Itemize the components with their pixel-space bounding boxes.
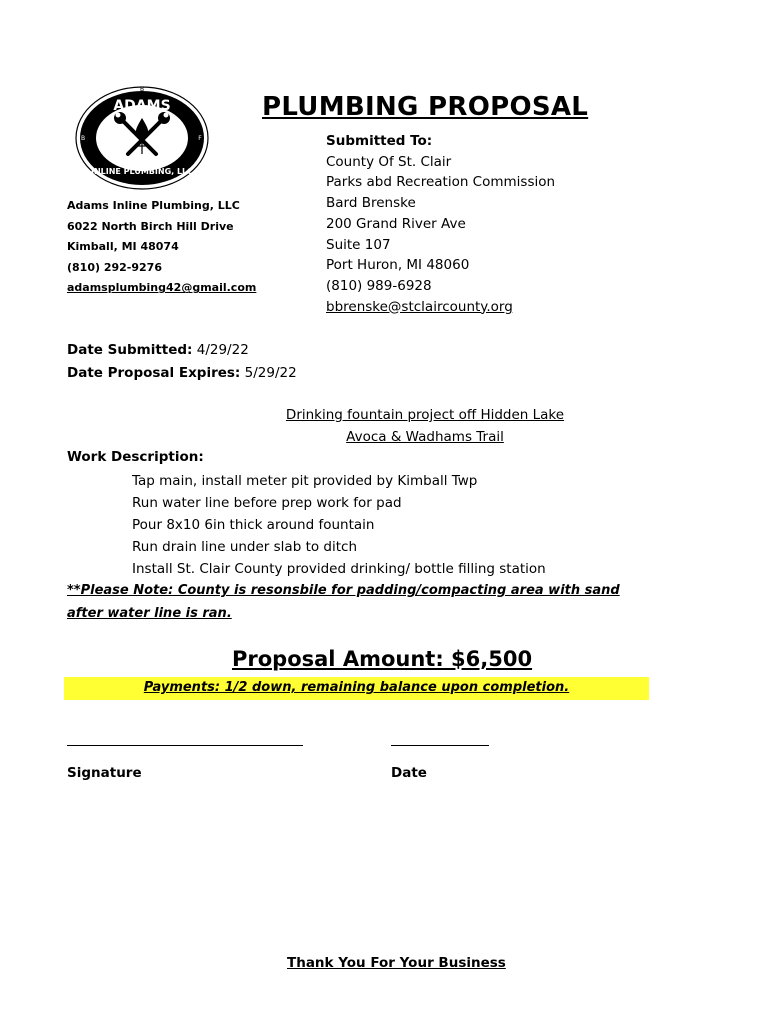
- company-phone: (810) 292-9276: [67, 260, 162, 274]
- project-line: Drinking fountain project off Hidden Lake: [285, 407, 565, 423]
- date-expires-row: [67, 362, 297, 385]
- recipient-line: Suite 107: [326, 236, 391, 253]
- date-expires-label: Date Proposal Expires:: [67, 365, 241, 381]
- company-info: [67, 196, 256, 299]
- signature-line[interactable]: [67, 745, 303, 746]
- date-label: Date: [391, 765, 427, 781]
- work-description-label: Work Description:: [67, 449, 204, 465]
- company-name: Adams Inline Plumbing, LLC: [67, 199, 240, 212]
- company-address: 6022 North Birch Hill Drive: [67, 219, 234, 233]
- proposal-dates: [67, 339, 297, 385]
- logo-compass-e: F: [198, 135, 202, 142]
- recipient-info: [326, 131, 555, 317]
- company-logo: [74, 84, 212, 192]
- date-submitted-value: 4/29/22: [192, 342, 249, 358]
- recipient-line: Bard Brenske: [326, 195, 416, 212]
- recipient-phone: (810) 989-6928: [326, 277, 432, 294]
- payment-terms: Payments: 1/2 down, remaining balance upon completion.: [143, 680, 570, 695]
- recipient-line: Port Huron, MI 48060: [326, 257, 470, 274]
- company-city: Kimball, MI 48074: [67, 240, 179, 254]
- logo-compass-n: B: [139, 86, 145, 93]
- work-item: Tap main, install meter pit provided by Kimball Twp: [132, 473, 478, 489]
- project-line: Avoca & Wadhams Trail: [346, 429, 504, 445]
- recipient-email-link[interactable]: bbrenske@stclaircounty.org: [326, 298, 513, 315]
- date-submitted-row: [67, 339, 297, 362]
- logo-ring-top: ADAMS: [113, 98, 171, 114]
- date-expires-value: 5/29/22: [240, 365, 297, 381]
- note-line: after water line is ran.: [67, 606, 232, 621]
- recipient-heading: Submitted To:: [326, 133, 433, 149]
- work-description-list: [132, 470, 546, 580]
- signature-label: Signature: [67, 765, 142, 781]
- recipient-line: Parks abd Recreation Commission: [326, 174, 556, 191]
- work-item: Install St. Clair County provided drinking/ bottle filling station: [132, 561, 546, 577]
- thank-you-note: Thank You For Your Business: [287, 955, 506, 971]
- work-item: Pour 8x10 6in thick around fountain: [132, 517, 375, 533]
- logo-compass-w: B: [80, 135, 86, 142]
- logo-ring-bottom: INLINE PLUMBING, LLC: [90, 167, 194, 176]
- project-title: [230, 404, 620, 448]
- proposal-amount: Proposal Amount: $6,500: [232, 647, 533, 671]
- date-submitted-label: Date Submitted:: [67, 342, 193, 358]
- work-item: Run drain line under slab to ditch: [132, 539, 358, 555]
- recipient-line: County Of St. Clair: [326, 153, 452, 170]
- recipient-line: 200 Grand River Ave: [326, 215, 466, 232]
- company-email-link[interactable]: adamsplumbing42@gmail.com: [67, 281, 257, 295]
- work-item: Run water line before prep work for pad: [132, 495, 402, 511]
- county-note: [67, 579, 620, 625]
- note-line: **Please Note: County is resonsbile for padding/compacting area with sand: [67, 583, 620, 598]
- page-title: PLUMBING PROPOSAL: [262, 92, 589, 122]
- date-line[interactable]: [391, 745, 489, 746]
